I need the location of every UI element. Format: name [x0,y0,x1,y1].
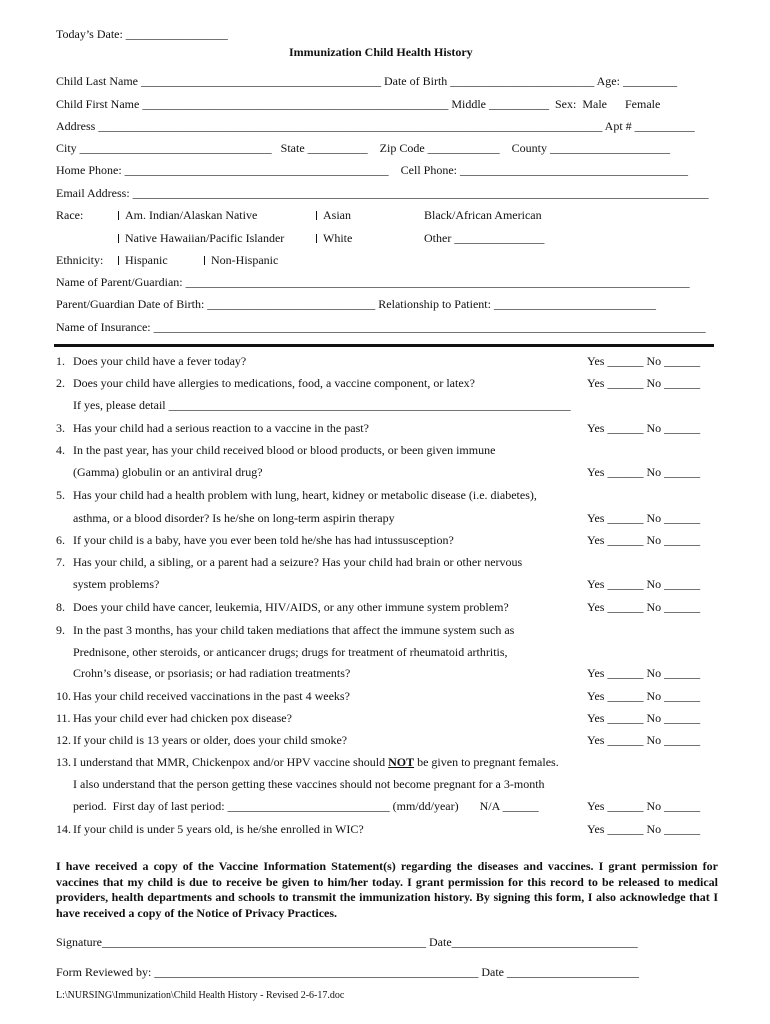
email-row[interactable]: Email Address: ________________________________________________________________________________________________ [56,186,709,200]
race-option-white[interactable]: White [316,231,352,245]
yes-no-field[interactable]: Yes ______ No ______ [587,465,701,479]
not-emphasis: NOT [388,755,415,769]
parent-name-row[interactable]: Name of Parent/Guardian: ____________________________________________________________________________________ [56,275,690,289]
race-option-asian[interactable]: Asian [316,208,351,222]
race-option-other[interactable]: Other _______________ [424,231,545,245]
checkbox-icon[interactable] [118,256,119,265]
consent-statement: I have received a copy of the Vaccine Information Statement(s) regarding the diseases and vaccines. I grant permission for vaccines that my child is due to receive be given to him/her today. I grant permission for this record to be released to medical providers, health departments and schools to transmit the immunization history. By signing this form, I also acknowledge that I have received a copy of the Notice of Privacy Practices. [56,859,718,920]
yes-no-field[interactable]: Yes ______ No ______ [587,799,701,813]
file-path-footer: L:\NURSING\Immunization\Child Health History - Revised 2-6-17.doc [56,990,345,1001]
race-option-native-hawaiian[interactable]: Native Hawaiian/Pacific Islander [118,231,284,245]
checkbox-icon[interactable] [316,234,317,243]
ethnicity-option-hispanic[interactable]: Hispanic [118,253,168,267]
yes-no-field[interactable]: Yes ______ No ______ [587,577,701,591]
form-title: Immunization Child Health History [289,45,473,59]
child-last-name-row[interactable]: Child Last Name ________________________________________ Date of Birth ________________________ Age: _________ [56,74,677,88]
last-period-field[interactable]: period. First day of last period: ___________________________ (mm/dd/year) N/A ______ [73,799,539,813]
signature-row[interactable]: Signature______________________________________________________ Date_______________________________ [56,935,638,949]
checkbox-icon[interactable] [118,211,119,220]
yes-no-field[interactable]: Yes ______ No ______ [587,421,701,435]
ethnicity-option-non-hispanic[interactable]: Non-Hispanic [204,253,278,267]
address-row[interactable]: Address ____________________________________________________________________________________ Apt # __________ [56,119,695,133]
parent-dob-row[interactable]: Parent/Guardian Date of Birth: ____________________________ Relationship to Patient: ___________________________ [56,297,656,311]
section-divider [54,344,714,347]
checkbox-icon[interactable] [204,256,205,265]
allergy-detail-field[interactable]: If yes, please detail ___________________________________________________________________ [73,398,571,412]
yes-no-field[interactable]: Yes ______ No ______ [587,600,701,614]
yes-no-field[interactable]: Yes ______ No ______ [587,711,701,725]
phone-row[interactable]: Home Phone: ____________________________________________ Cell Phone: ______________________________________ [56,163,688,177]
yes-no-field[interactable]: Yes ______ No ______ [587,689,701,703]
yes-no-field[interactable]: Yes ______ No ______ [587,733,701,747]
yes-no-field[interactable]: Yes ______ No ______ [587,666,701,680]
checkbox-icon[interactable] [316,211,317,220]
race-label: Race: [56,208,84,222]
insurance-row[interactable]: Name of Insurance: ____________________________________________________________________________________________ [56,320,706,334]
todays-date-field[interactable]: Today’s Date: _________________ [56,27,228,41]
race-option-black[interactable]: Black/African American [424,208,542,222]
yes-no-field[interactable]: Yes ______ No ______ [587,354,701,368]
reviewed-by-row[interactable]: Form Reviewed by: ______________________________________________________ Date ______________________ [56,965,639,979]
ethnicity-label: Ethnicity: [56,253,104,267]
yes-no-field[interactable]: Yes ______ No ______ [587,822,701,836]
yes-no-field[interactable]: Yes ______ No ______ [587,511,701,525]
city-state-zip-row[interactable]: City ________________________________ State __________ Zip Code ____________ County ____________________ [56,141,670,155]
checkbox-icon[interactable] [118,234,119,243]
race-option-am-indian[interactable]: Am. Indian/Alaskan Native [118,208,257,222]
yes-no-field[interactable]: Yes ______ No ______ [587,533,701,547]
child-first-name-row[interactable]: Child First Name ___________________________________________________ Middle __________ Sex: Male Female [56,97,661,111]
yes-no-field[interactable]: Yes ______ No ______ [587,376,701,390]
